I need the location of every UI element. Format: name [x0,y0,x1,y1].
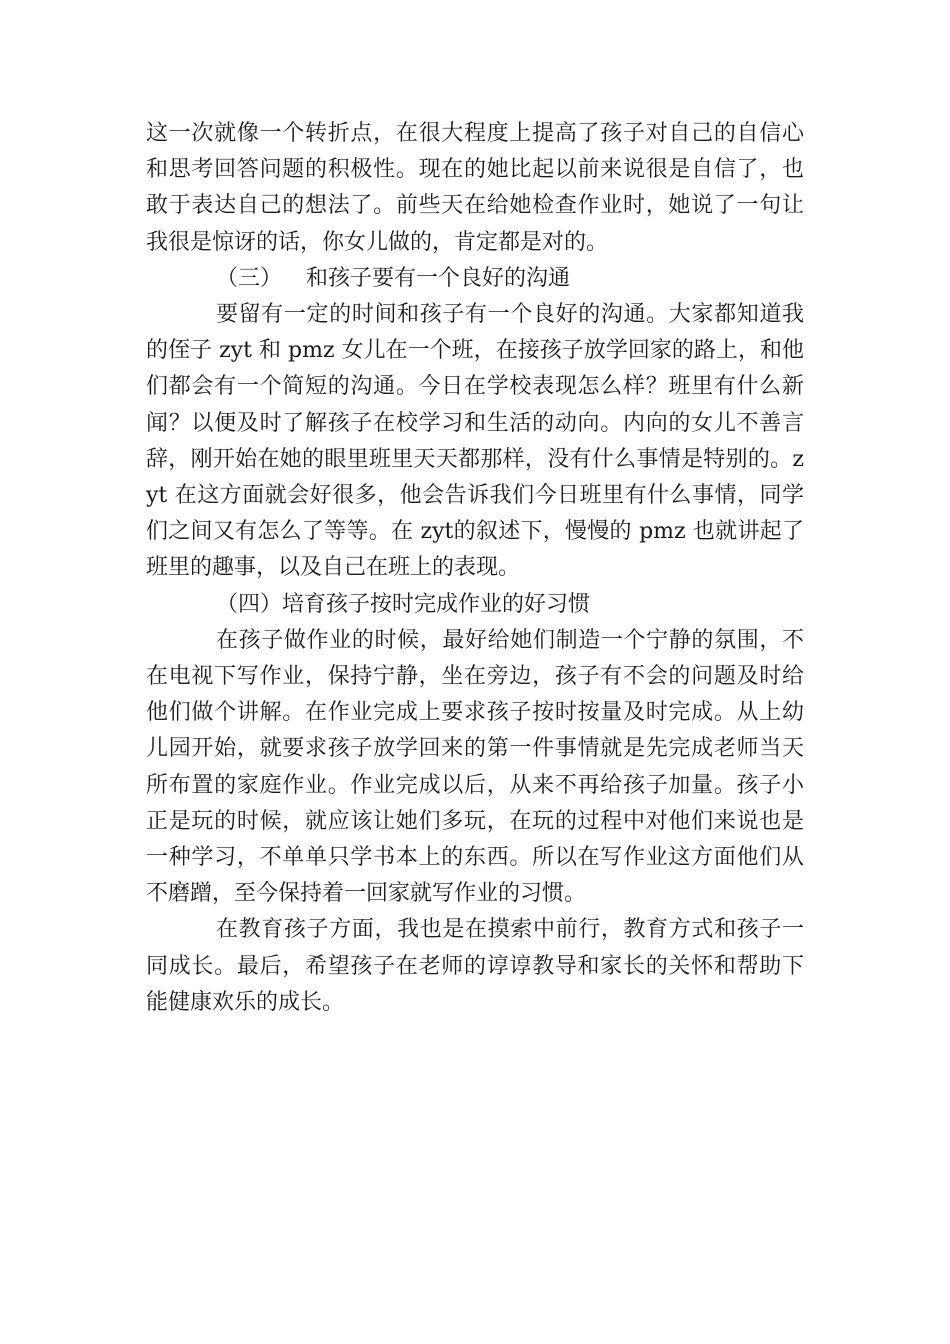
section-title: （四）培育孩子按时完成作业的好习惯 [216,591,591,617]
paragraph-conclusion: 在教育孩子方面，我也是在摸索中前行，教育方式和孩子一同成长。最后，希望孩子在老师的谆谆教导和家长的关怀和帮助下能健康欢乐的成长。 [146,917,804,1015]
section-number: （三） [216,265,283,291]
section-heading-3 [146,261,804,297]
section-title: 和孩子要有一个良好的沟通 [306,265,571,291]
paragraph-homework-habit: 在孩子做作业的时候，最好给她们制造一个宁静的氛围，不在电视下写作业，保持宁静，坐在旁边，孩子有不会的问题及时给他们做个讲解。在作业完成上要求孩子按时按量及时完成。从上幼儿园开始，就要求孩子放学回来的第一件事情就是先完成老师当天所布置的家庭作业。作业完成以后，从来不再给孩子加量。孩子小正是玩的时候，就应该让她们多玩，在玩的过程中对他们来说也是一种学习，不单单只学书本上的东西。所以在写作业这方面他们从不磨蹭，至今保持着一回家就写作业的习惯。 [146,627,804,907]
document-body [146,116,804,1021]
paragraph-communication: 要留有一定的时间和孩子有一个良好的沟通。大家都知道我的侄子 zyt 和 pmz 女儿在一个班，在接孩子放学回家的路上，和他们都会有一个简短的沟通。今日在学校表现怎么样？班里有什么新闻？以便及时了解孩子在校学习和生活的动向。内向的女儿不善言辞，刚开始在她的眼里班里天天都那样，没有什么事情是特别的。zyt 在这方面就会好很多，他会告诉我们今日班里有什么事情，同学们之间又有怎么了等等。在 zyt的叙述下，慢慢的 pmz 也就讲起了班里的趣事，以及自己在班上的表现。 [146,302,804,581]
paragraph-intro-continuation: 这一次就像一个转折点，在很大程度上提高了孩子对自己的自信心和思考回答问题的积极性。现在的她比起以前来说很是自信了，也敢于表达自己的想法了。前些天在给她检查作业时，她说了一句让我很是惊讶的话，你女儿做的，肯定都是对的。 [146,121,804,255]
section-heading-4 [146,587,804,623]
